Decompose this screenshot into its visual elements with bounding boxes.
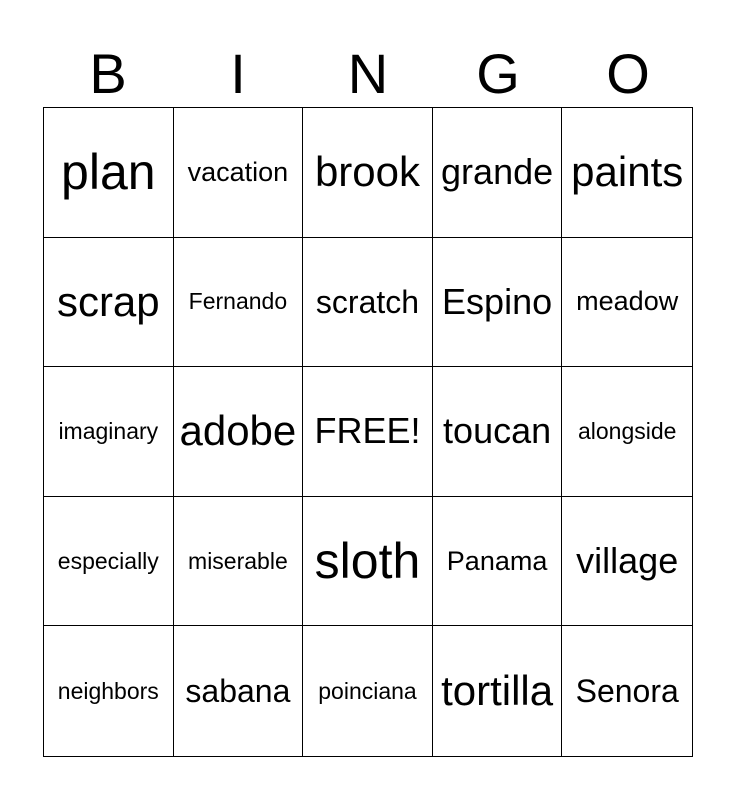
bingo-cell: poinciana bbox=[303, 626, 433, 756]
header-letter-b: B bbox=[89, 42, 127, 105]
bingo-cell: tortilla bbox=[433, 626, 563, 756]
bingo-cell: grande bbox=[433, 108, 563, 238]
bingo-cell: Panama bbox=[433, 497, 563, 627]
bingo-cell: especially bbox=[44, 497, 174, 627]
bingo-cell: meadow bbox=[562, 238, 692, 368]
bingo-cell: scratch bbox=[303, 238, 433, 368]
header-letter-n: N bbox=[347, 42, 389, 105]
bingo-cell: Senora bbox=[575, 673, 679, 710]
bingo-cell: toucan bbox=[433, 367, 563, 497]
bingo-cell-free: FREE! bbox=[303, 367, 433, 497]
bingo-cell: Fernando bbox=[174, 238, 304, 368]
header-letter-i: I bbox=[230, 42, 246, 105]
bingo-cell: Espino bbox=[433, 238, 563, 368]
bingo-cell: vacation bbox=[174, 108, 304, 238]
bingo-cell: plan bbox=[44, 108, 174, 238]
bingo-card bbox=[43, 107, 693, 757]
bingo-cell: brook bbox=[303, 108, 433, 238]
bingo-cell: miserable bbox=[174, 497, 304, 627]
bingo-cell: alongside bbox=[562, 367, 692, 497]
bingo-cell: imaginary bbox=[44, 367, 174, 497]
bingo-cell: village bbox=[562, 497, 692, 627]
bingo-cell: paints bbox=[562, 108, 692, 238]
bingo-header bbox=[43, 40, 693, 108]
header-letter-o: O bbox=[606, 42, 650, 105]
bingo-cell: adobe bbox=[174, 367, 304, 497]
bingo-cell: scrap bbox=[44, 238, 174, 368]
bingo-cell: sloth bbox=[303, 497, 433, 627]
header-letter-g: G bbox=[476, 42, 520, 105]
bingo-cell: sabana bbox=[174, 626, 304, 756]
bingo-cell: neighbors bbox=[44, 626, 174, 756]
